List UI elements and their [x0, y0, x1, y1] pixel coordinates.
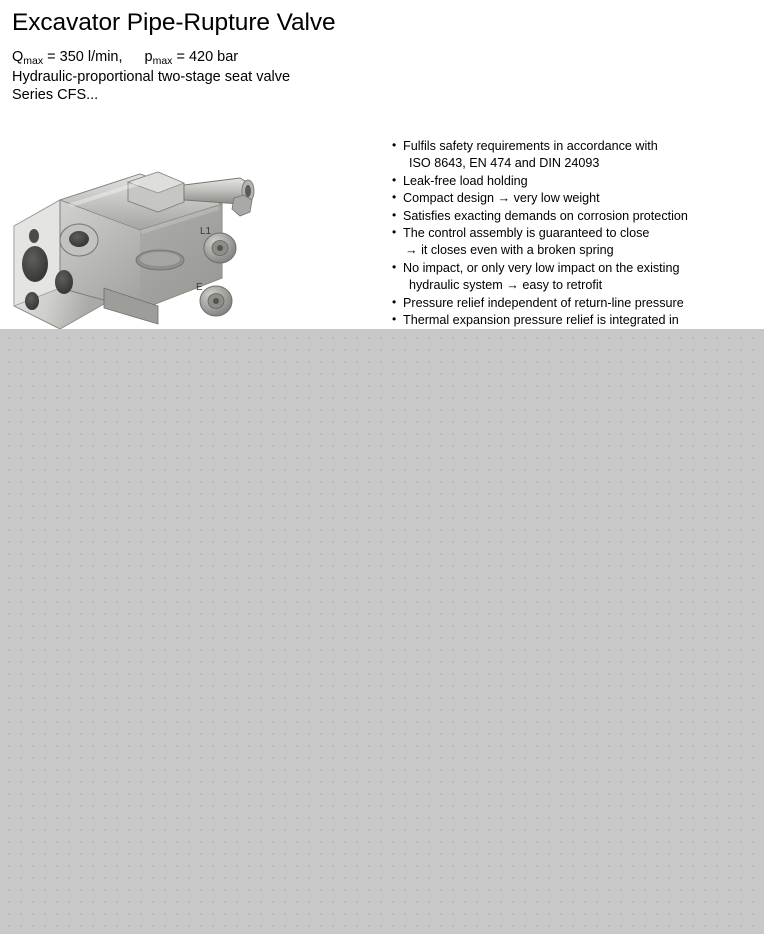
- list-item: [392, 312, 744, 329]
- list-item: [392, 225, 744, 260]
- port-label-l1: L1: [200, 226, 212, 237]
- description-line-2: Series CFS...: [12, 87, 99, 104]
- feature-text: No impact, or only very low impact on the existing: [403, 260, 680, 275]
- document-page: [0, 0, 764, 329]
- list-item: [392, 138, 744, 173]
- feature-list: [392, 138, 744, 329]
- list-item: [392, 173, 744, 190]
- list-item: [392, 208, 744, 225]
- description-line-1: Hydraulic-proportional two-stage seat valve: [12, 68, 291, 85]
- q-max-symbol: Q: [12, 49, 24, 65]
- feature-text: Pressure relief independent of return-line pressure: [403, 295, 684, 310]
- product-photo: [8, 138, 276, 329]
- feature-text-continued: → it closes even with a broken spring: [405, 243, 614, 258]
- page-backdrop: [0, 329, 764, 934]
- feature-text: The control assembly is guaranteed to close: [403, 226, 650, 241]
- list-item: [392, 260, 744, 295]
- list-item: [392, 190, 744, 207]
- p-max-value: = 420 bar: [172, 49, 239, 65]
- pressure-flow-spec-line: [12, 48, 290, 68]
- feature-text: Fulfils safety requirements in accordance with: [403, 139, 658, 153]
- feature-text: Leak-free load holding: [403, 173, 528, 188]
- feature-text: Satisfies exacting demands on corrosion protection: [403, 208, 688, 223]
- page-title: Excavator Pipe-Rupture Valve: [12, 9, 336, 36]
- feature-text: Compact design → very low weight: [403, 191, 600, 206]
- q-max-subscript: max: [23, 55, 44, 67]
- feature-text-continued: ISO 8643, EN 474 and DIN 24093: [409, 156, 600, 171]
- valve-illustration: [8, 138, 276, 329]
- product-subtitle: [12, 48, 290, 105]
- feature-text-continued: hydraulic system → easy to retrofit: [409, 278, 603, 293]
- p-max-subscript: max: [152, 55, 173, 67]
- feature-text: Thermal expansion pressure relief is integrated in: [403, 313, 679, 328]
- p-max-symbol: p: [144, 49, 153, 65]
- port-label-e: E: [196, 282, 203, 293]
- list-item: [392, 295, 744, 312]
- q-max-value: = 350 l/min,: [43, 49, 123, 65]
